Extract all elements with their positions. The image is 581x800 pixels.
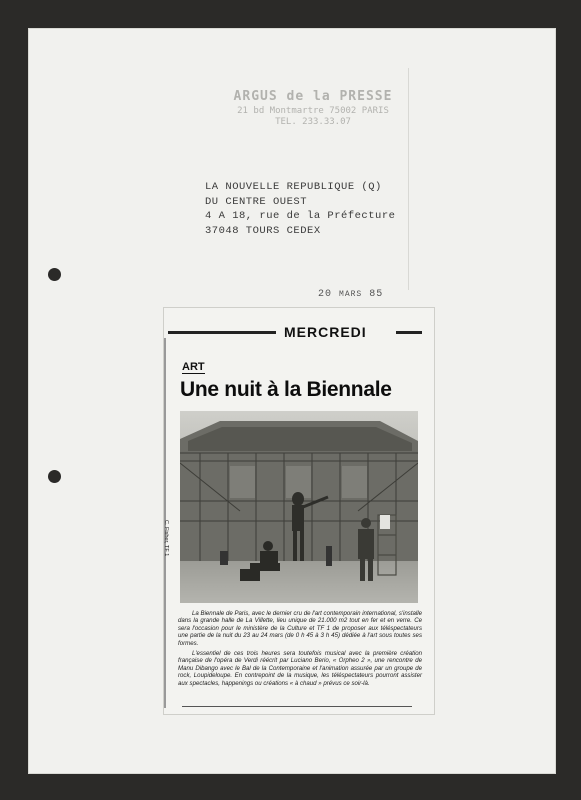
newspaper-clipping bbox=[164, 308, 434, 714]
stamp-phone: TEL. 233.33.07 bbox=[275, 117, 351, 127]
fold-line bbox=[408, 68, 409, 290]
document-sheet bbox=[28, 28, 556, 774]
recipient-address bbox=[205, 180, 395, 238]
grande-halle-photo bbox=[180, 411, 418, 603]
article-paragraph: La Biennale de Paris, avec le dernier cru de l'art contemporain international, s'installe dans la grande halle de La Villette, lieu unique de 21.000 m2 tout en fer et en verre. Ce sera l'occasion pour le ministère de la Culture et TF 1 de proposer aux téléspectateurs une partie de la nuit du 23 au 24 mars (de 0 h 45 à 3 h 45) dédiée à l'art sous toutes ses formes. bbox=[178, 610, 422, 647]
weekday-label: MERCREDI bbox=[284, 324, 367, 340]
stamp-title: ARGUS de la PRESSE bbox=[233, 89, 393, 104]
address-line: 4 A 18, rue de la Préfecture bbox=[205, 210, 396, 222]
date-month: MARS bbox=[339, 290, 363, 299]
address-line: DU CENTRE OUEST bbox=[205, 195, 308, 208]
stamp-address: 21 bd Montmartre 75002 PARIS bbox=[237, 106, 389, 116]
article-body bbox=[178, 610, 422, 687]
band-rule bbox=[396, 331, 422, 334]
band-rule bbox=[168, 331, 276, 334]
punch-hole bbox=[48, 268, 61, 281]
date-day: 20 bbox=[318, 289, 333, 300]
article-paragraph: L'essentiel de ces trois heures sera toutefois musical avec la première création française de l'opéra de Verdi réécrit par Luciano Berio, « Orpheo 2 », une rencontre de Manu Dibango avec le Bal de la Contemporaine et l'animation assurée par un groupe de rock, Loupideloupe. En contrepoint de la musique, les téléspectateurs pourront assister aux spectacles, happenings ou créations « à chaud » prévus ce soir-là. bbox=[178, 650, 422, 687]
punch-hole bbox=[48, 470, 61, 483]
article-photo bbox=[180, 411, 418, 603]
address-line: LA NOUVELLE REPUBLIQUE (Q) bbox=[205, 181, 382, 193]
photo-credit: C. Fisher, TF 1 bbox=[163, 520, 169, 557]
date-year: 85 bbox=[369, 289, 384, 300]
weekday-band bbox=[168, 326, 430, 340]
agency-stamp bbox=[218, 89, 408, 127]
clipping-bottom-rule bbox=[182, 706, 412, 707]
section-rubric: ART bbox=[182, 361, 205, 373]
address-line: 37048 TOURS CEDEX bbox=[205, 224, 321, 237]
article-headline: Une nuit à la Biennale bbox=[180, 378, 392, 401]
date-stamp bbox=[318, 289, 383, 300]
